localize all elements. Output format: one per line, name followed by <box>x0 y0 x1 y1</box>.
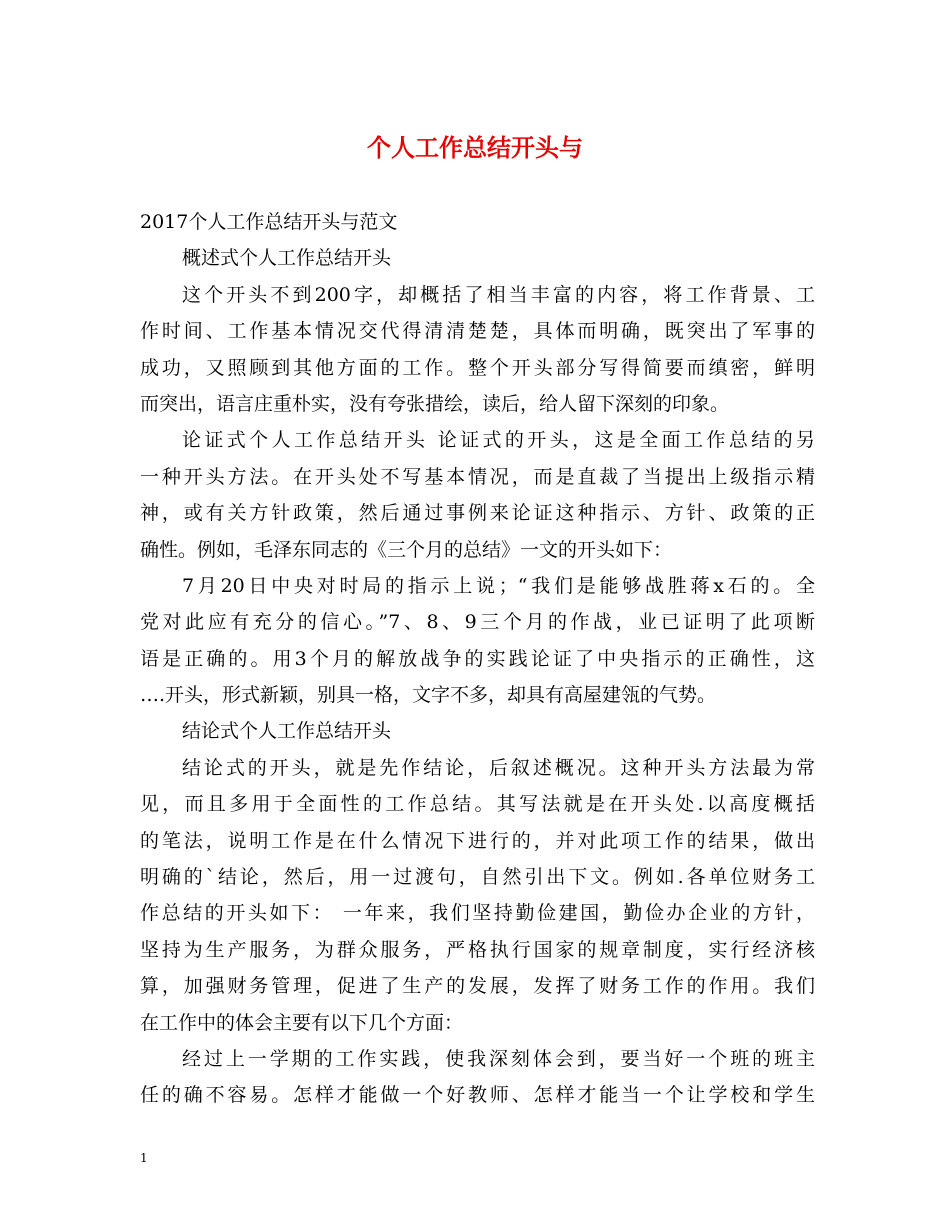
page-number: 1 <box>140 1151 148 1165</box>
paragraph-line: 明确的`结论，然后，用一过渡句，自然引出下文。例如.各单位财务工 <box>140 866 815 889</box>
document-body <box>140 204 815 1114</box>
paragraph-line: 算，加强财务管理，促进了生产的发展，发挥了财务工作的作用。我们 <box>140 975 815 998</box>
paragraph-line: 的笔法，说明工作是在什么情况下进行的，并对此项工作的结果，做出 <box>140 829 815 852</box>
document-title: 个人工作总结开头与 <box>367 133 583 162</box>
paragraph-line: 2017个人工作总结开头与范文 <box>140 211 398 233</box>
paragraph-line: 神，或有关方针政策，然后通过事例来论证这种指示、方针、政策的正 <box>140 502 815 525</box>
section-heading: 结论式个人工作总结开头 <box>182 720 392 743</box>
paragraph-line: 这个开头不到200字，却概括了相当丰富的内容，将工作背景、工 <box>182 283 815 306</box>
section-heading: 概述式个人工作总结开头 <box>182 247 392 270</box>
paragraph-line: 见，而且多用于全面性的工作总结。其写法就是在开头处.以高度概括 <box>140 793 815 816</box>
paragraph-line: 7月20日中央对时局的指示上说；“我们是能够战胜蒋x石的。全 <box>182 574 815 597</box>
paragraph-line: 在工作中的体会主要有以下几个方面： <box>140 1011 464 1034</box>
paragraph-line: 一种开头方法。在开头处不写基本情况，而是直裁了当提出上级指示精 <box>140 465 815 488</box>
paragraph-line: 作总结的开头如下： 一年来，我们坚持勤俭建国，勤俭办企业的方针， <box>140 902 815 925</box>
paragraph-line: 而突出，语言庄重朴实，没有夸张措绘，读后，给人留下深刻的印象。 <box>140 392 730 415</box>
paragraph-line: 论证式个人工作总结开头 论证式的开头，这是全面工作总结的另 <box>182 429 815 452</box>
paragraph-line: 成功，又照顾到其他方面的工作。整个开头部分写得简要而缜密，鲜明 <box>140 356 815 379</box>
paragraph-line: 坚持为生产服务，为群众服务，严格执行国家的规章制度，实行经济核 <box>140 938 815 961</box>
paragraph-line: ….开头，形式新颖，别具一格，文字不多，却具有高屋建瓴的气势。 <box>140 684 717 707</box>
paragraph-line: 结论式的开头，就是先作结论，后叙述概况。这种开头方法最为常 <box>182 756 815 779</box>
paragraph-line: 经过上一学期的工作实践，使我深刻体会到，要当好一个班的班主 <box>182 1047 815 1070</box>
paragraph-line: 确性。例如，毛泽东同志的《三个月的总结》一文的开头如下： <box>140 538 673 561</box>
paragraph-line: 党对此应有充分的信心。”7、8、9三个月的作战，业已证明了此项断 <box>140 611 815 634</box>
paragraph-line: 作时间、工作基本情况交代得清清楚楚，具体而明确，既突出了军事的 <box>140 320 815 343</box>
paragraph-line: 语是正确的。用3个月的解放战争的实践论证了中央指示的正确性，这 <box>140 647 815 670</box>
paragraph-line: 任的确不容易。怎样才能做一个好教师、怎样才能当一个让学校和学生 <box>140 1084 815 1107</box>
